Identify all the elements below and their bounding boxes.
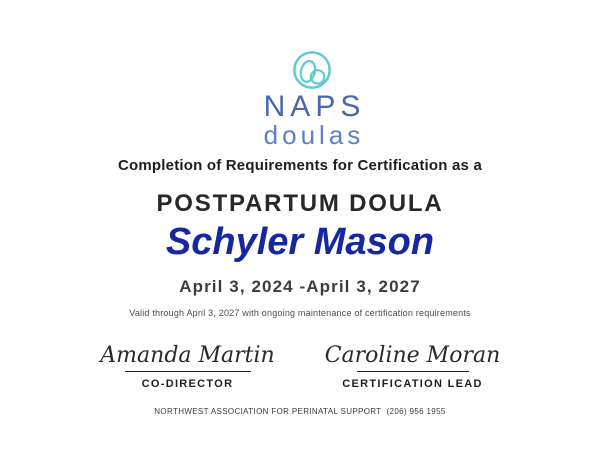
footer-text: NORTHWEST ASSOCIATION FOR PERINATAL SUPPORT (206) 956 1955 bbox=[154, 407, 446, 417]
logo bbox=[259, 0, 366, 148]
certification-title: POSTPARTUM DOULA bbox=[156, 190, 444, 217]
signature-amanda-martin: Amanda Martin bbox=[100, 342, 275, 368]
brand-subtitle: doulas bbox=[263, 120, 365, 150]
date-range: April 3, 2024 -April 3, 2027 bbox=[179, 276, 421, 296]
naps-circles-icon bbox=[292, 50, 332, 90]
signature-block-certification-lead bbox=[308, 344, 518, 390]
signature-role-co-director: CO-DIRECTOR bbox=[141, 378, 234, 391]
signature-line bbox=[357, 371, 469, 372]
signature-role-certification-lead: CERTIFICATION LEAD bbox=[342, 378, 483, 391]
certification-heading: Completion of Requirements for Certification as a bbox=[117, 157, 482, 174]
brand-name: NAPS bbox=[263, 90, 366, 123]
signature-row bbox=[0, 344, 600, 390]
signature-block-co-director bbox=[83, 344, 293, 390]
signature-caroline-moran: Caroline Moran bbox=[324, 342, 501, 368]
signature-line bbox=[125, 371, 251, 372]
recipient-name: Schyler Mason bbox=[165, 221, 435, 263]
validity-note: Valid through April 3, 2027 with ongoing maintenance of certification requirements bbox=[129, 307, 471, 318]
